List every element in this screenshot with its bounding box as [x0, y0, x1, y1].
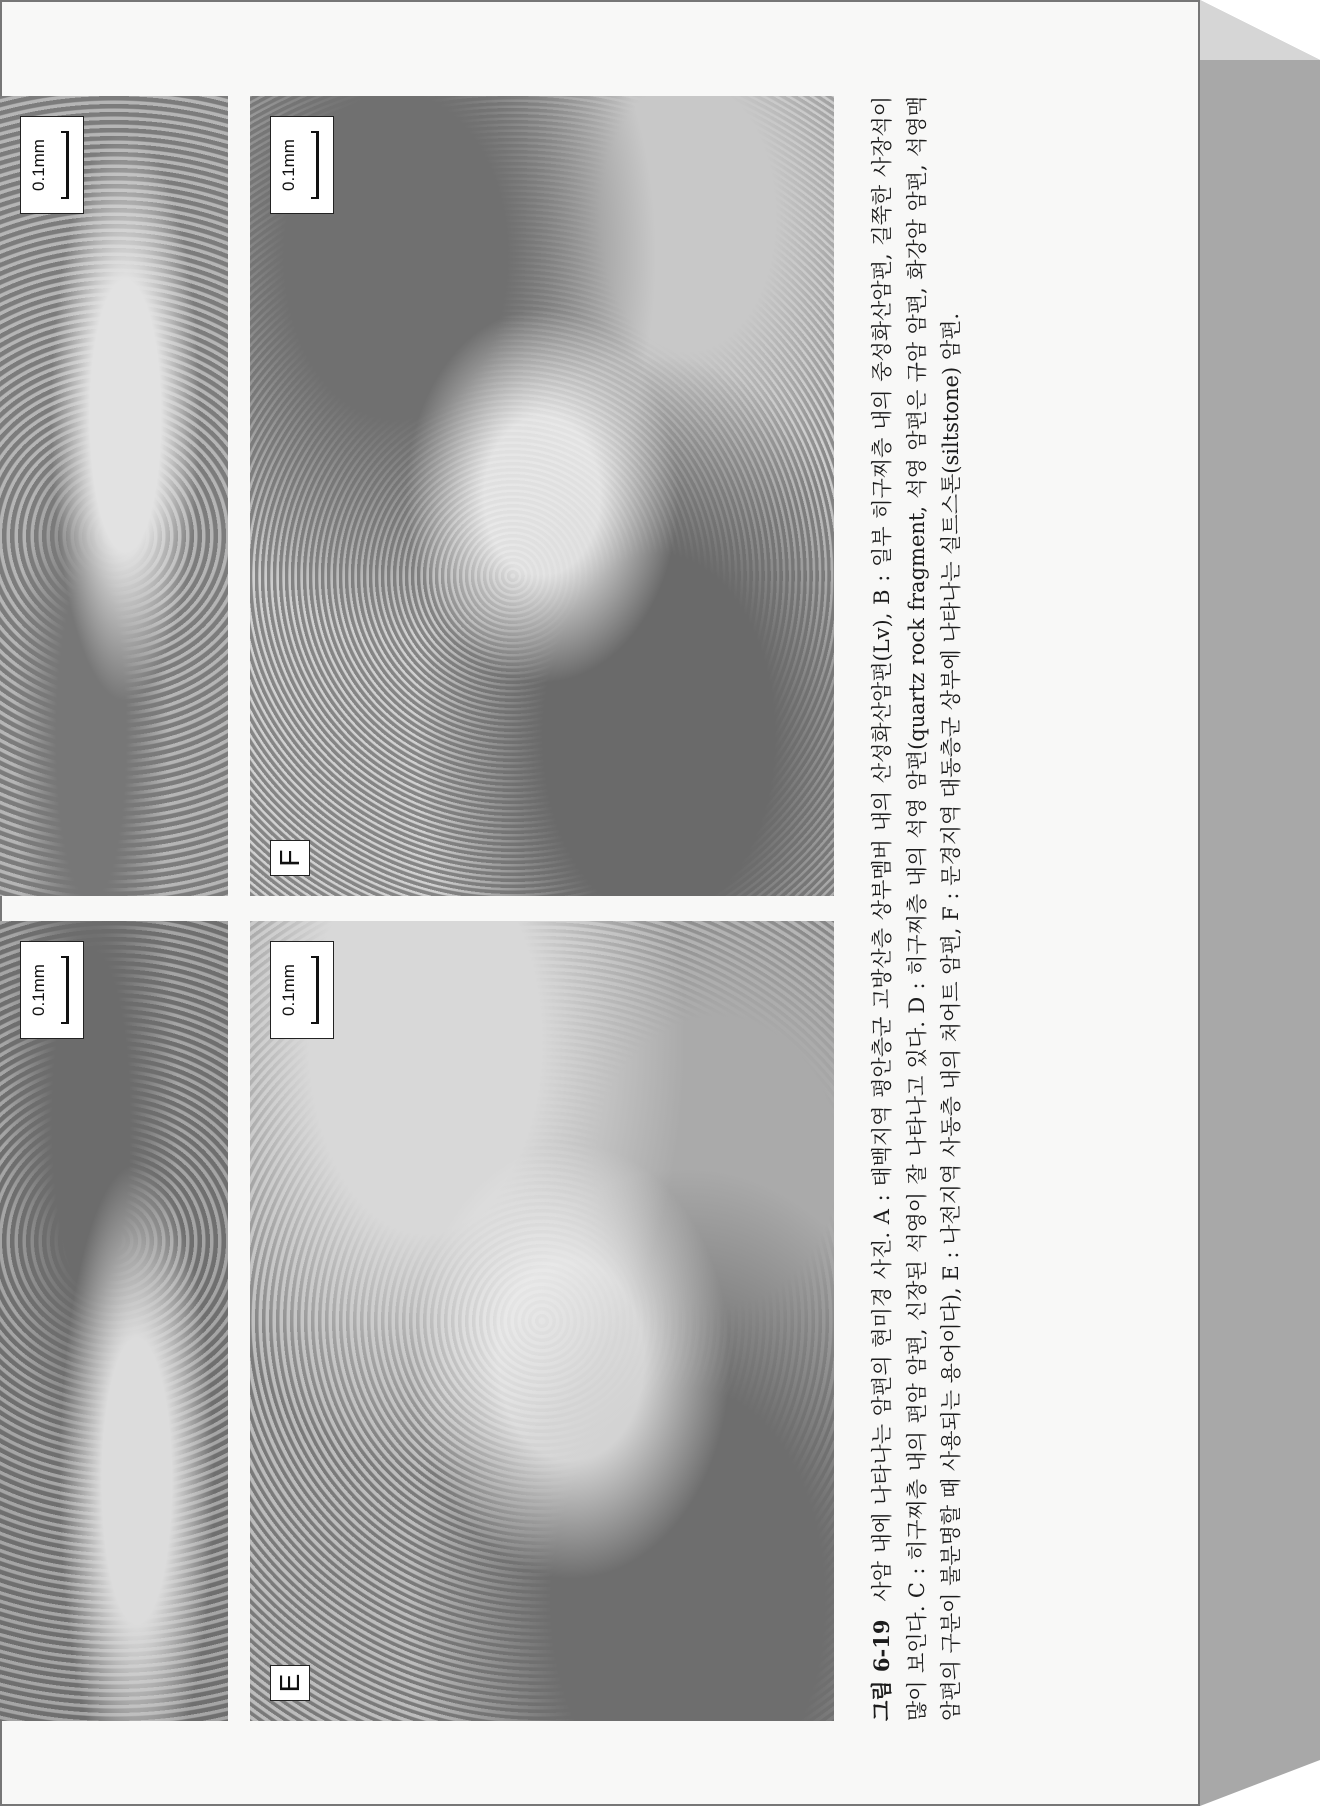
figure-caption: [865, 96, 969, 1721]
micrograph-c: [0, 921, 228, 1721]
scale-bar-label: 0.1mm: [279, 139, 298, 191]
scale-bar-line: [311, 131, 319, 199]
scale-bar: [20, 116, 84, 214]
book-side-edge: [1200, 0, 1320, 1806]
scale-bar-label: 0.1mm: [29, 139, 48, 191]
scale-bar: [270, 941, 334, 1039]
scale-bar: [20, 941, 84, 1039]
panel-letter-e: E: [270, 1665, 310, 1701]
micrograph-e: [250, 921, 834, 1721]
scale-bar-line: [61, 956, 69, 1024]
scale-bar: [270, 116, 334, 214]
scale-bar-label: 0.1mm: [29, 964, 48, 1016]
figure-label: 그림 6-19: [869, 1619, 894, 1721]
caption-text: 사암 내에 나타나는 암편의 현미경 사진. A : 태백지역 평안층군 고방산층 상부멤버 내의 산성화산암편(Lv), B : 일부 히구찌층 내의 중성화산암편, 길쭉한 사장석이 많이 보인다. C : 히구찌층 내의 편암 암편, 신장된 석영이 잘 나타나고 있다. D : 히구찌층 내의 석영 암편(quartz rock fragment, 석영 암편은 규암 암편, 화강암 암편, 석영맥 암편의 구분이 불분명할 때 사용되는 용어이다), E : 나전지역 사동층 내의 처어트 암편, F : 문경지역 대동층군 상부에 나타나는 실트스톤(siltstone) 암편.: [870, 96, 963, 1721]
scale-bar-line: [61, 131, 69, 199]
micrograph-f: [250, 96, 834, 896]
micrograph-d: [0, 96, 228, 896]
panel-letter-f: F: [270, 840, 310, 876]
book-top-edge: [1200, 0, 1320, 60]
scale-bar-label: 0.1mm: [279, 964, 298, 1016]
scale-bar-line: [311, 956, 319, 1024]
